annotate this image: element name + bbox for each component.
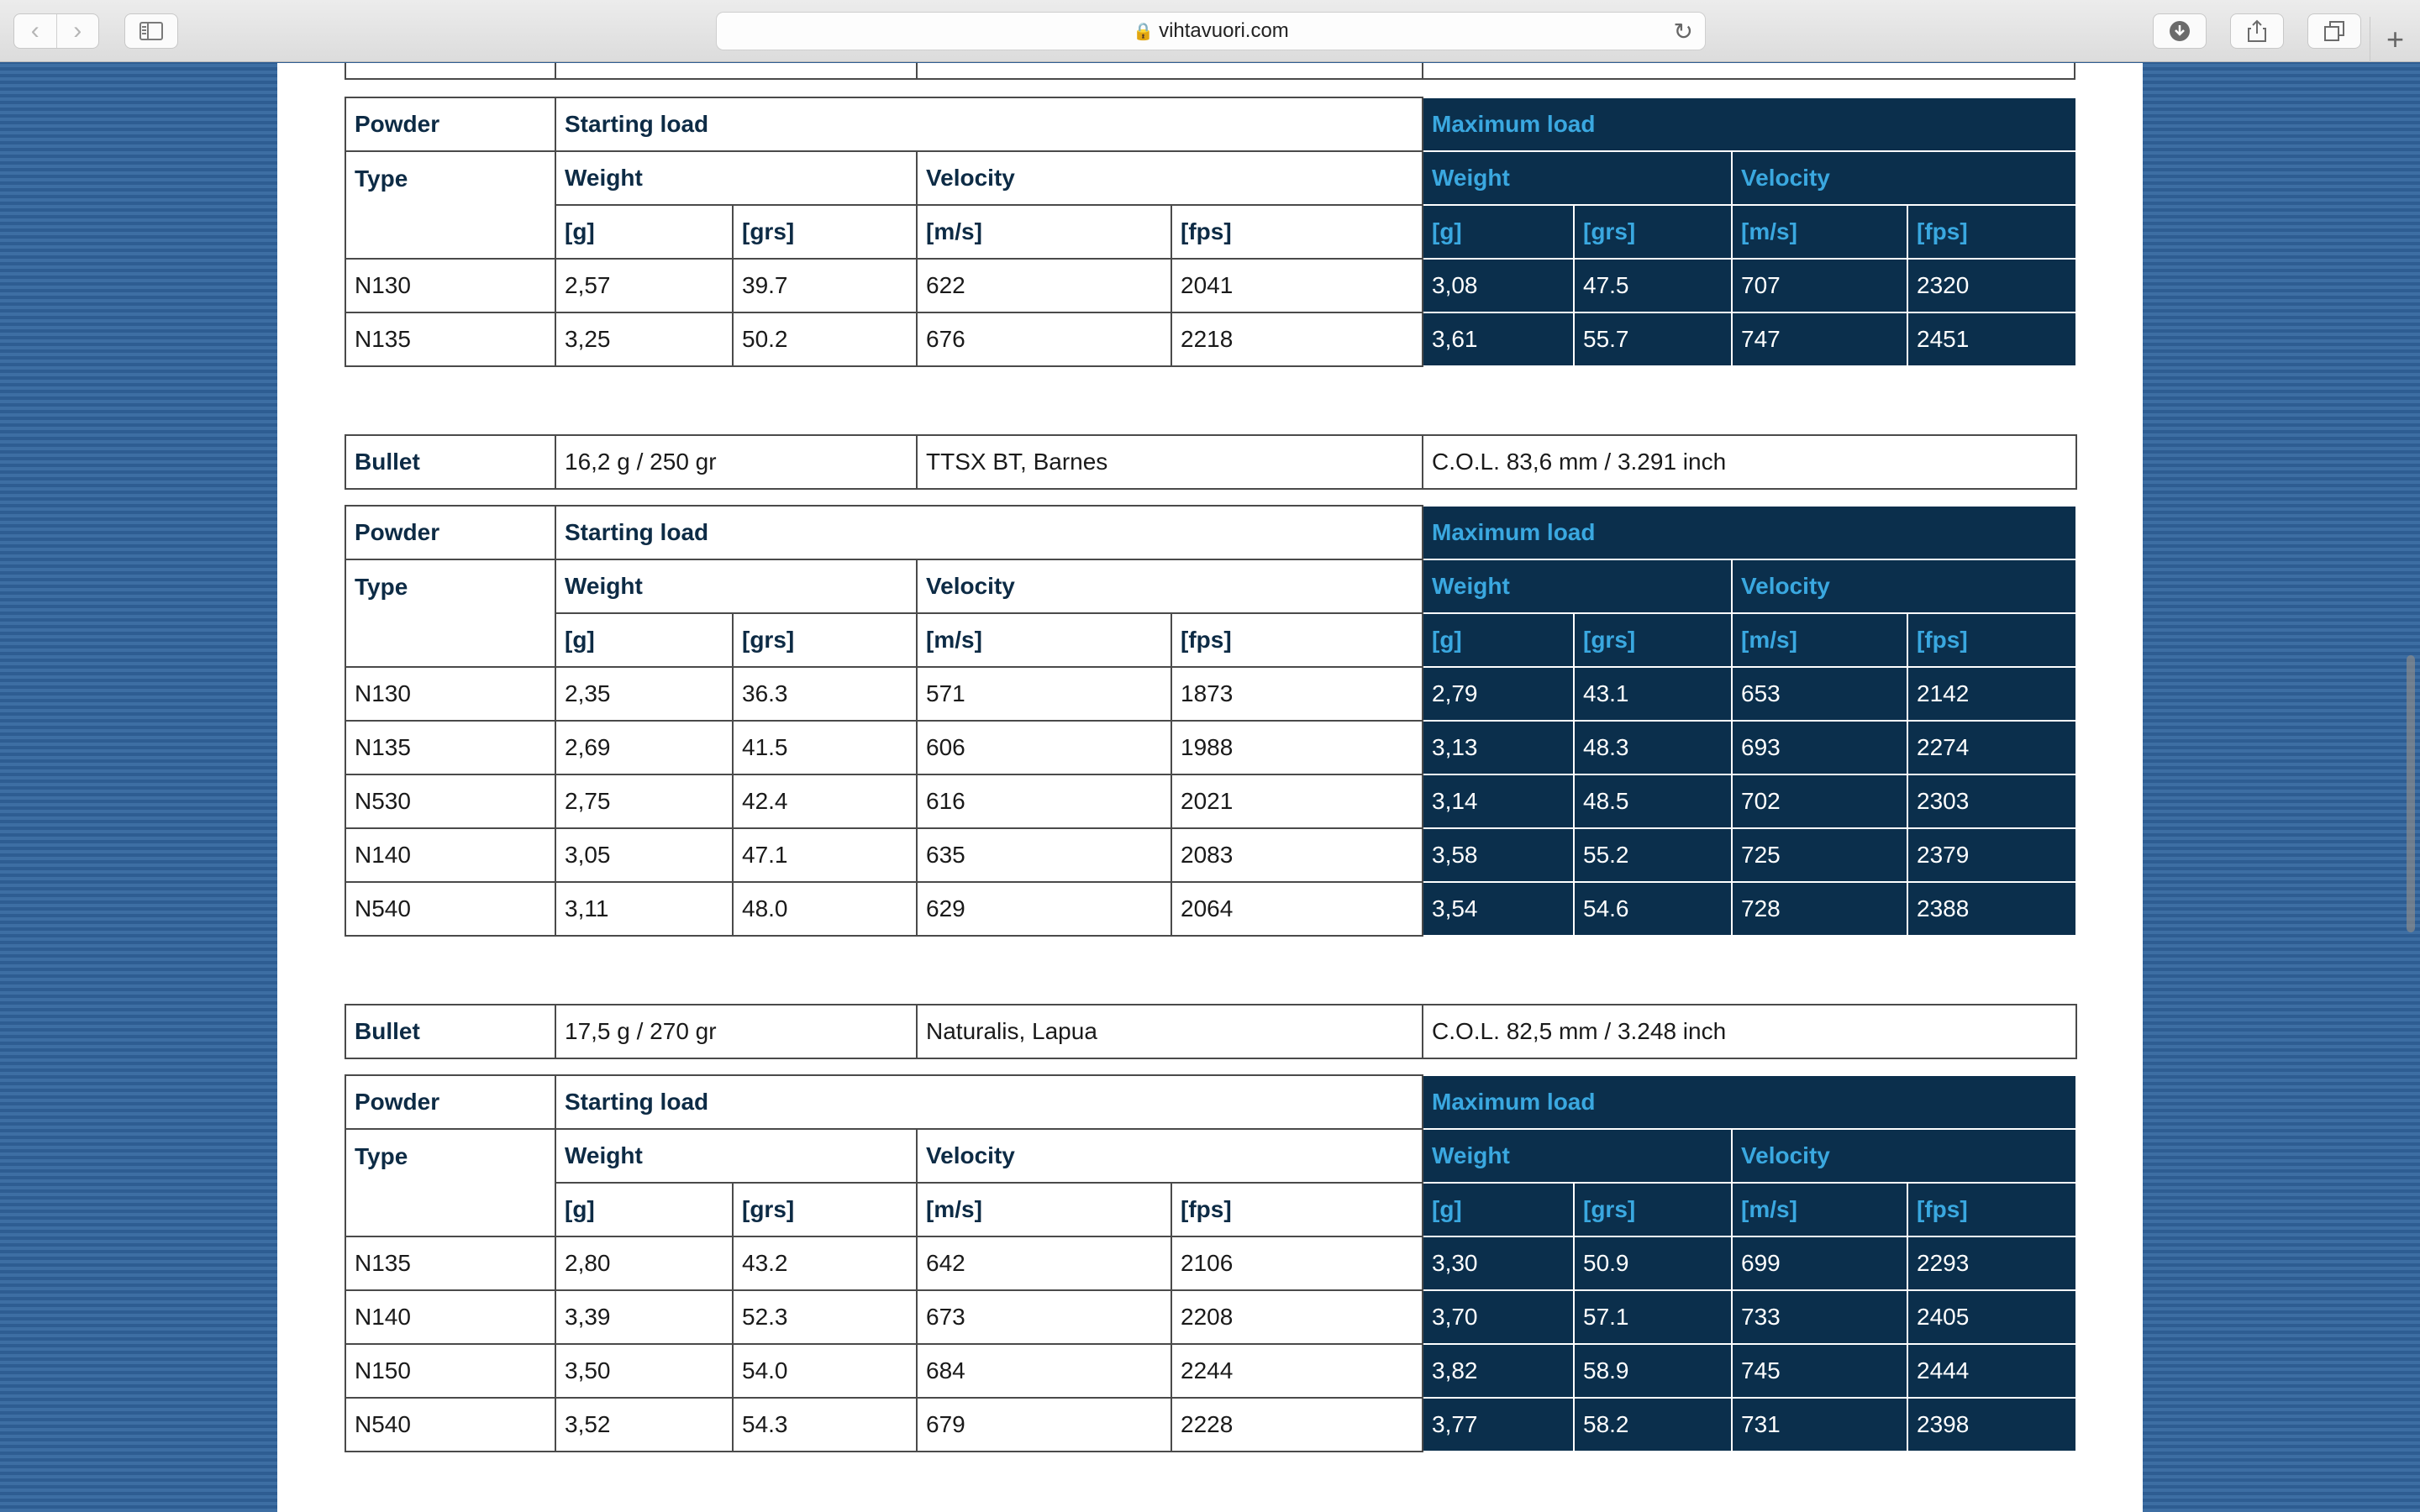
unit-ms: [m/s] (917, 205, 1171, 259)
start-velocity-ms: 616 (917, 774, 1171, 828)
powder-header: Powder (345, 97, 555, 151)
max-velocity-ms: 702 (1732, 774, 1907, 828)
share-icon (2247, 19, 2267, 43)
max-velocity-ms: 728 (1732, 882, 1907, 936)
nav-buttons (13, 13, 99, 49)
max-unit-fps: [fps] (1907, 613, 2076, 667)
max-weight-grs: 50.9 (1574, 1236, 1732, 1290)
units-row (345, 205, 2076, 259)
bullet-name: Naturalis, Lapua (917, 1005, 1423, 1058)
max-velocity-fps: 2303 (1907, 774, 2076, 828)
max-velocity-fps: 2379 (1907, 828, 2076, 882)
max-unit-g: [g] (1423, 613, 1574, 667)
header-row (345, 1129, 2076, 1183)
max-velocity-fps: 2405 (1907, 1290, 2076, 1344)
start-velocity-ms: 679 (917, 1398, 1171, 1452)
start-weight-g: 2,35 (555, 667, 733, 721)
velocity-header: Velocity (917, 1129, 1423, 1183)
url-text: vihtavuori.com (1159, 19, 1289, 42)
max-unit-grs: [grs] (1574, 1183, 1732, 1236)
max-velocity-header: Velocity (1732, 1129, 2076, 1183)
table-row (345, 1236, 2076, 1290)
powder-type: N135 (345, 312, 555, 366)
sidebar-toggle-button[interactable] (124, 13, 178, 49)
table-row (345, 1290, 2076, 1344)
maximum-load-header: Maximum load (1423, 97, 2076, 151)
powder-type: N130 (345, 667, 555, 721)
max-weight-grs: 47.5 (1574, 259, 1732, 312)
max-weight-g: 3,08 (1423, 259, 1574, 312)
new-tab-icon[interactable]: + (2370, 17, 2420, 62)
maximum-load-header: Maximum load (1423, 506, 2076, 559)
max-velocity-ms: 653 (1732, 667, 1907, 721)
weight-header: Weight (555, 151, 917, 205)
start-weight-grs: 47.1 (733, 828, 917, 882)
start-velocity-ms: 635 (917, 828, 1171, 882)
max-weight-grs: 48.5 (1574, 774, 1732, 828)
max-unit-g: [g] (1423, 205, 1574, 259)
sidebar-icon (139, 22, 163, 40)
unit-g: [g] (555, 205, 733, 259)
page-content (277, 63, 2143, 1512)
table-row (345, 667, 2076, 721)
start-weight-grs: 43.2 (733, 1236, 917, 1290)
start-velocity-fps: 2106 (1171, 1236, 1423, 1290)
previous-bullet-table-bottom (345, 63, 2075, 80)
lock-icon: 🔒 (1133, 22, 1155, 41)
bullet-row (345, 1005, 2076, 1058)
bullet-weight: 17,5 g / 270 gr (555, 1005, 917, 1058)
max-weight-header: Weight (1423, 151, 1732, 205)
start-velocity-fps: 2064 (1171, 882, 1423, 936)
start-weight-grs: 54.3 (733, 1398, 917, 1452)
max-unit-g: [g] (1423, 1183, 1574, 1236)
max-unit-grs: [grs] (1574, 205, 1732, 259)
units-row (345, 1183, 2076, 1236)
max-weight-grs: 55.2 (1574, 828, 1732, 882)
start-velocity-ms: 622 (917, 259, 1171, 312)
unit-grs: [grs] (733, 613, 917, 667)
download-icon (2169, 20, 2191, 42)
unit-fps: [fps] (1171, 205, 1423, 259)
start-weight-g: 3,52 (555, 1398, 733, 1452)
unit-grs: [grs] (733, 205, 917, 259)
address-bar[interactable] (716, 12, 1706, 50)
start-weight-g: 2,75 (555, 774, 733, 828)
start-velocity-fps: 2208 (1171, 1290, 1423, 1344)
back-icon[interactable]: ‹ (30, 17, 39, 45)
downloads-button[interactable] (2153, 13, 2207, 49)
unit-grs: [grs] (733, 1183, 917, 1236)
start-weight-g: 2,57 (555, 259, 733, 312)
table-row (345, 1398, 2076, 1452)
max-velocity-ms: 725 (1732, 828, 1907, 882)
powder-header: Powder (345, 506, 555, 559)
max-unit-fps: [fps] (1907, 1183, 2076, 1236)
max-weight-grs: 48.3 (1574, 721, 1732, 774)
header-row (345, 506, 2076, 559)
max-velocity-fps: 2142 (1907, 667, 2076, 721)
max-velocity-ms: 745 (1732, 1344, 1907, 1398)
unit-ms: [m/s] (917, 613, 1171, 667)
powder-type: N540 (345, 882, 555, 936)
scrollbar-thumb[interactable] (2407, 655, 2415, 932)
max-velocity-fps: 2293 (1907, 1236, 2076, 1290)
start-velocity-fps: 2083 (1171, 828, 1423, 882)
start-velocity-ms: 571 (917, 667, 1171, 721)
max-velocity-ms: 693 (1732, 721, 1907, 774)
start-velocity-fps: 2218 (1171, 312, 1423, 366)
start-weight-grs: 48.0 (733, 882, 917, 936)
browser-toolbar (0, 0, 2420, 62)
start-weight-grs: 52.3 (733, 1290, 917, 1344)
max-weight-g: 3,70 (1423, 1290, 1574, 1344)
powder-type: N135 (345, 721, 555, 774)
unit-g: [g] (555, 1183, 733, 1236)
start-velocity-fps: 2244 (1171, 1344, 1423, 1398)
max-unit-ms: [m/s] (1732, 613, 1907, 667)
start-weight-grs: 39.7 (733, 259, 917, 312)
velocity-header: Velocity (917, 559, 1423, 613)
max-weight-grs: 55.7 (1574, 312, 1732, 366)
max-velocity-fps: 2398 (1907, 1398, 2076, 1452)
start-velocity-ms: 642 (917, 1236, 1171, 1290)
header-row (345, 559, 2076, 613)
share-button[interactable] (2230, 13, 2284, 49)
bullet-col: C.O.L. 83,6 mm / 3.291 inch (1423, 435, 2076, 489)
max-velocity-ms: 731 (1732, 1398, 1907, 1452)
start-velocity-fps: 2228 (1171, 1398, 1423, 1452)
bullet-row (345, 435, 2076, 489)
max-unit-grs: [grs] (1574, 613, 1732, 667)
max-weight-g: 3,61 (1423, 312, 1574, 366)
max-velocity-ms: 699 (1732, 1236, 1907, 1290)
units-row (345, 613, 2076, 667)
table-row (345, 259, 2076, 312)
bullet-table-2 (345, 434, 2077, 490)
tabs-icon (2323, 20, 2345, 42)
header-row (345, 151, 2076, 205)
bullet-table-3 (345, 1004, 2077, 1059)
start-weight-grs: 41.5 (733, 721, 917, 774)
max-weight-g: 3,54 (1423, 882, 1574, 936)
max-weight-g: 2,79 (1423, 667, 1574, 721)
header-row (345, 97, 2076, 151)
bullet-col: C.O.L. 82,5 mm / 3.248 inch (1423, 1005, 2076, 1058)
start-velocity-fps: 1873 (1171, 667, 1423, 721)
max-weight-g: 3,13 (1423, 721, 1574, 774)
max-velocity-fps: 2320 (1907, 259, 2076, 312)
max-weight-g: 3,58 (1423, 828, 1574, 882)
tabs-overview-button[interactable] (2307, 13, 2361, 49)
max-weight-grs: 54.6 (1574, 882, 1732, 936)
start-velocity-ms: 606 (917, 721, 1171, 774)
table-row (345, 721, 2076, 774)
load-table-1 (345, 97, 2077, 367)
max-velocity-fps: 2451 (1907, 312, 2076, 366)
start-weight-grs: 42.4 (733, 774, 917, 828)
max-weight-grs: 57.1 (1574, 1290, 1732, 1344)
max-weight-header: Weight (1423, 559, 1732, 613)
max-weight-header: Weight (1423, 1129, 1732, 1183)
unit-g: [g] (555, 613, 733, 667)
max-weight-g: 3,82 (1423, 1344, 1574, 1398)
start-velocity-ms: 676 (917, 312, 1171, 366)
max-unit-ms: [m/s] (1732, 1183, 1907, 1236)
max-unit-fps: [fps] (1907, 205, 2076, 259)
type-header: Type (345, 1129, 555, 1236)
powder-type: N530 (345, 774, 555, 828)
max-weight-grs: 58.2 (1574, 1398, 1732, 1452)
weight-header: Weight (555, 1129, 917, 1183)
unit-fps: [fps] (1171, 1183, 1423, 1236)
start-weight-g: 2,69 (555, 721, 733, 774)
bullet-weight: 16,2 g / 250 gr (555, 435, 917, 489)
powder-type: N140 (345, 828, 555, 882)
powder-type: N130 (345, 259, 555, 312)
start-velocity-ms: 673 (917, 1290, 1171, 1344)
table-row (345, 1344, 2076, 1398)
start-weight-g: 3,50 (555, 1344, 733, 1398)
unit-fps: [fps] (1171, 613, 1423, 667)
max-velocity-ms: 747 (1732, 312, 1907, 366)
weight-header: Weight (555, 559, 917, 613)
start-weight-g: 3,11 (555, 882, 733, 936)
max-velocity-header: Velocity (1732, 559, 2076, 613)
max-weight-grs: 43.1 (1574, 667, 1732, 721)
max-velocity-ms: 733 (1732, 1290, 1907, 1344)
unit-ms: [m/s] (917, 1183, 1171, 1236)
forward-icon[interactable]: › (56, 14, 99, 48)
table-row (345, 774, 2076, 828)
powder-type: N150 (345, 1344, 555, 1398)
powder-type: N540 (345, 1398, 555, 1452)
max-weight-grs: 58.9 (1574, 1344, 1732, 1398)
powder-type: N140 (345, 1290, 555, 1344)
velocity-header: Velocity (917, 151, 1423, 205)
start-velocity-ms: 629 (917, 882, 1171, 936)
max-velocity-fps: 2444 (1907, 1344, 2076, 1398)
start-velocity-fps: 2021 (1171, 774, 1423, 828)
start-weight-grs: 50.2 (733, 312, 917, 366)
type-header: Type (345, 559, 555, 667)
load-table-3 (345, 1074, 2077, 1452)
starting-load-header: Starting load (555, 1075, 1423, 1129)
max-unit-ms: [m/s] (1732, 205, 1907, 259)
table-row (345, 828, 2076, 882)
starting-load-header: Starting load (555, 97, 1423, 151)
table-row (345, 312, 2076, 366)
type-header: Type (345, 151, 555, 259)
start-weight-g: 3,25 (555, 312, 733, 366)
start-weight-g: 3,39 (555, 1290, 733, 1344)
bullet-name: TTSX BT, Barnes (917, 435, 1423, 489)
header-row (345, 1075, 2076, 1129)
start-weight-grs: 36.3 (733, 667, 917, 721)
max-velocity-ms: 707 (1732, 259, 1907, 312)
max-velocity-header: Velocity (1732, 151, 2076, 205)
max-weight-g: 3,77 (1423, 1398, 1574, 1452)
starting-load-header: Starting load (555, 506, 1423, 559)
start-weight-g: 3,05 (555, 828, 733, 882)
start-velocity-fps: 2041 (1171, 259, 1423, 312)
table-row (345, 882, 2076, 936)
max-weight-g: 3,14 (1423, 774, 1574, 828)
maximum-load-header: Maximum load (1423, 1075, 2076, 1129)
powder-header: Powder (345, 1075, 555, 1129)
bullet-label: Bullet (345, 435, 555, 489)
max-weight-g: 3,30 (1423, 1236, 1574, 1290)
bullet-label: Bullet (345, 1005, 555, 1058)
powder-type: N135 (345, 1236, 555, 1290)
load-table-2 (345, 505, 2077, 937)
start-weight-g: 2,80 (555, 1236, 733, 1290)
start-velocity-fps: 1988 (1171, 721, 1423, 774)
max-velocity-fps: 2274 (1907, 721, 2076, 774)
start-velocity-ms: 684 (917, 1344, 1171, 1398)
max-velocity-fps: 2388 (1907, 882, 2076, 936)
reload-icon[interactable]: ↻ (1673, 18, 1693, 45)
start-weight-grs: 54.0 (733, 1344, 917, 1398)
